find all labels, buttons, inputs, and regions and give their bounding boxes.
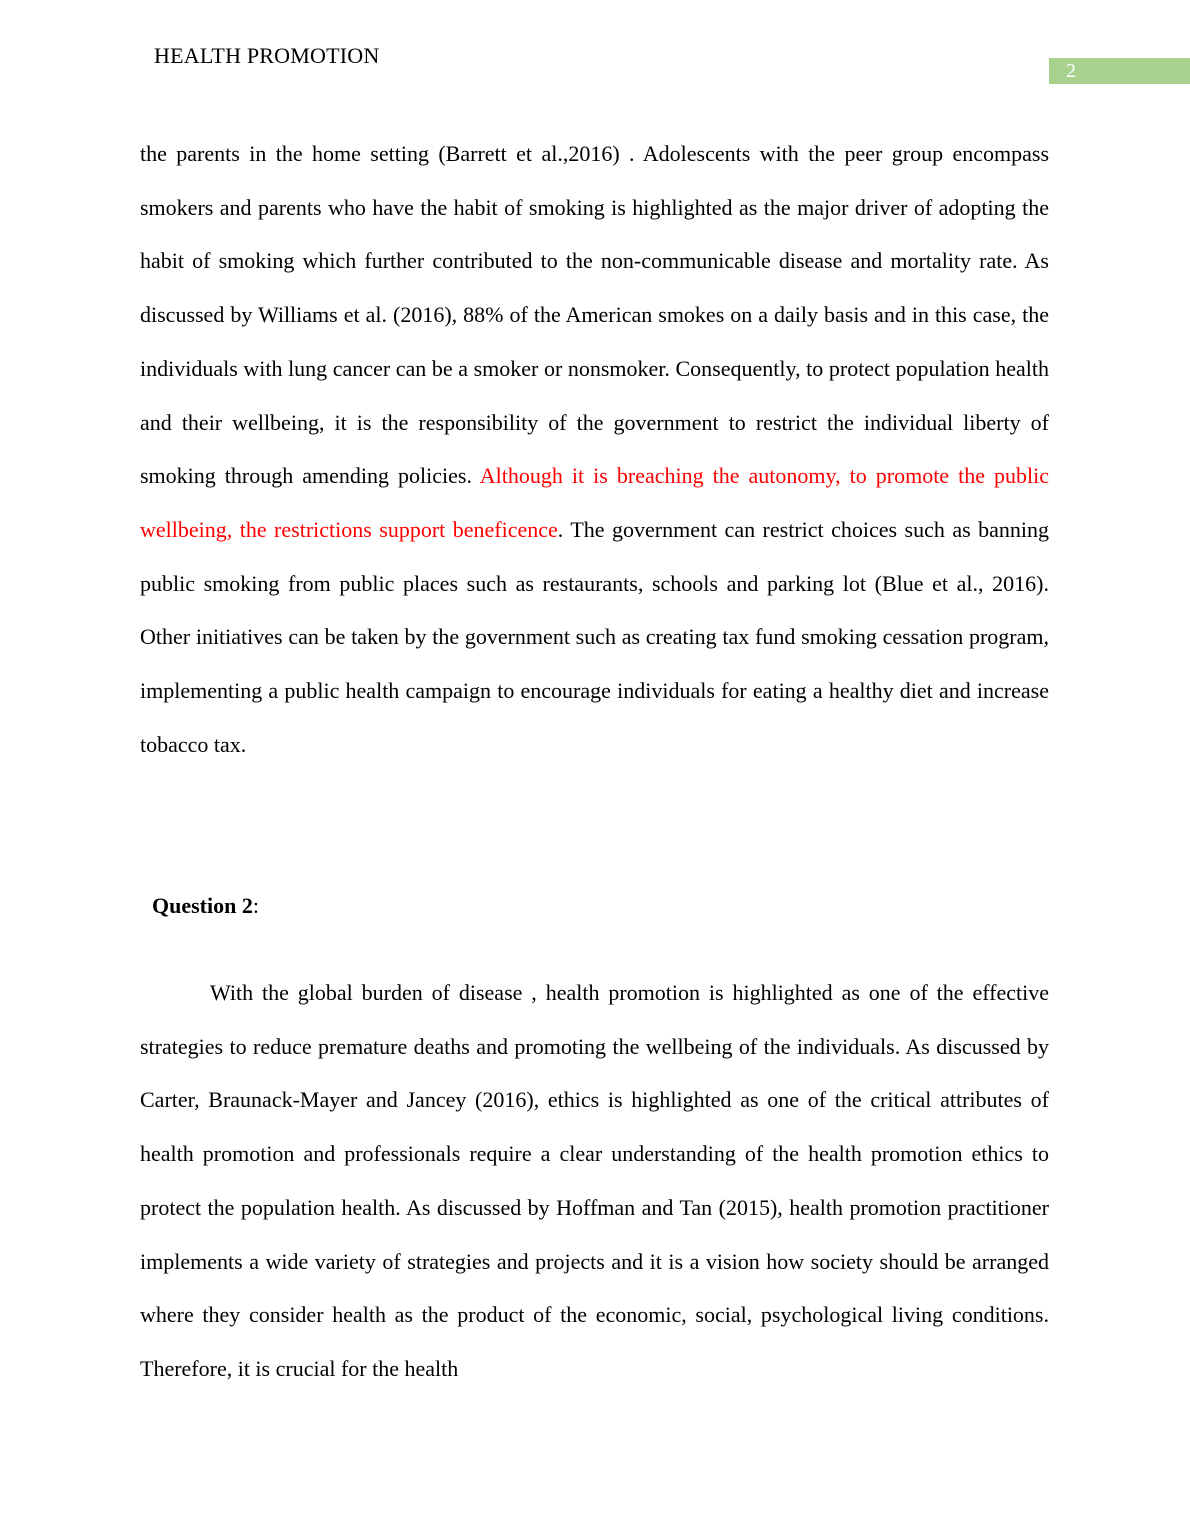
paragraph-2: With the global burden of disease , health promotion is highlighted as one of the effective strategies to reduce premature deaths and promoting the wellbeing of the individuals. As discussed by Carter, Braunack-Mayer and Jancey (2016), ethics is highlighted as one of the critical attributes of health promotion and professionals require a clear understanding of the health promotion ethics to protect the population health. As discussed by Hoffman and Tan (2015), health promotion practitioner implements a wide variety of strategies and projects and it is a vision how society should be arranged where they consider health as the product of the economic, social, psychological living conditions. Therefore, it is crucial for the health bbox=[140, 980, 1049, 1381]
page-number-badge: 2 bbox=[1049, 58, 1190, 84]
running-head: HEALTH PROMOTION bbox=[154, 43, 380, 68]
paragraph-1 bbox=[140, 127, 1049, 771]
question-heading bbox=[152, 893, 259, 919]
question-heading-suffix: : bbox=[252, 893, 259, 918]
question-heading-label: Question 2 bbox=[152, 893, 253, 918]
paragraph-1-text-after: . The government can restrict choices such as banning public smoking from public places such as restaurants, schools and parking lot (Blue et al., 2016). Other initiatives can be taken by the government such as creating tax fund smoking cessation program, implementing a public health campaign to encourage individuals for eating a healthy diet and increase tobacco tax. bbox=[140, 516, 1049, 757]
paragraph-1-highlighted-text: Although it is breaching the autonomy, to promote the public wellbeing, the restrictions support beneficence bbox=[140, 463, 1049, 542]
paragraph-1-text-before: the parents in the home setting (Barrett et al.,2016) . Adolescents with the peer group encompass smokers and parents who have the habit of smoking is highlighted as the major driver of adopting the habit of smoking which further contributed to the non-communicable disease and mortality rate. As discussed by Williams et al. (2016), 88% of the American smokes on a daily basis and in this case, the individuals with lung cancer can be a smoker or nonsmoker. Consequently, to protect population health and their wellbeing, it is the responsibility of the government to restrict the individual liberty of smoking through amending policies. bbox=[140, 141, 1049, 489]
